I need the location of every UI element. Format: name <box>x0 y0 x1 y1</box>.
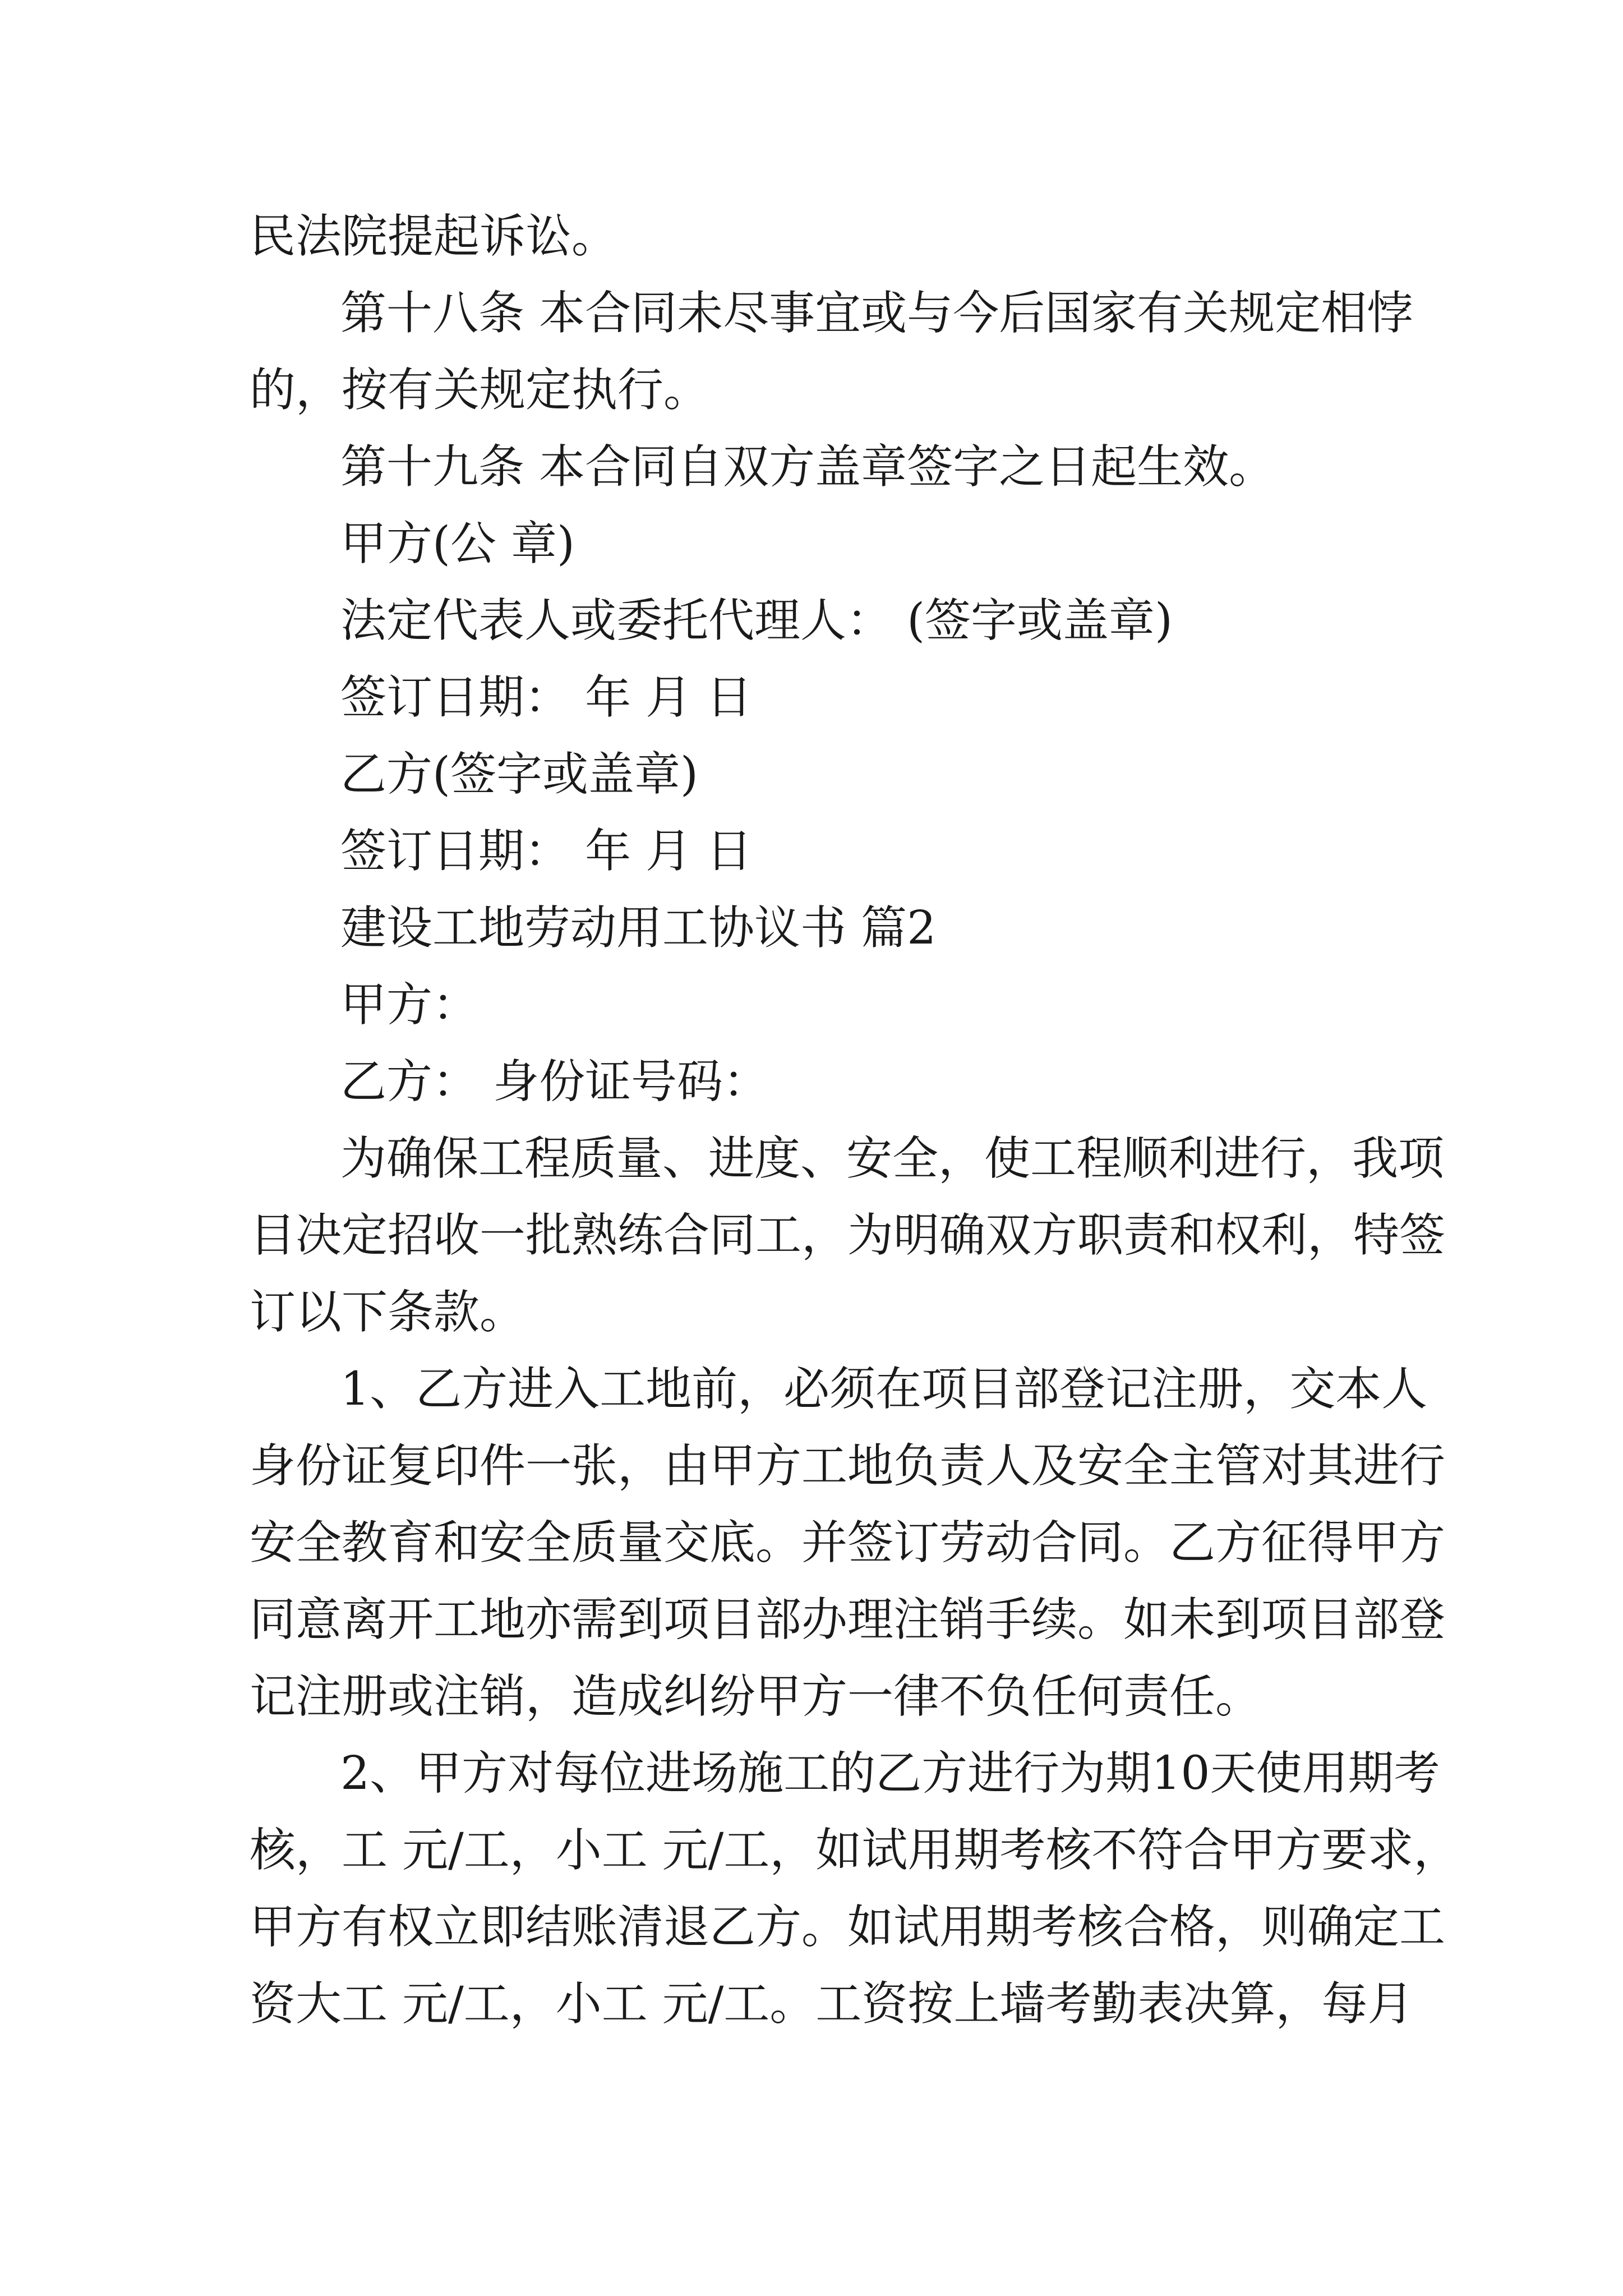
paragraph-line: 2、甲方对每位进场施工的乙方进行为期10天使用期考 <box>340 1747 1440 1800</box>
paragraph-line: 签订日期： 年 月 日 <box>340 671 753 724</box>
paragraph-line: 签订日期： 年 月 日 <box>340 825 753 878</box>
section-heading: 建设工地劳动用工协议书 篇2 <box>340 901 937 955</box>
paragraph-line: 甲方有权立即结账清退乙方。如试用期考核合格，则确定工 <box>250 1901 1446 1954</box>
paragraph-line: 的，按有关规定执行。 <box>250 364 710 417</box>
paragraph-line: 订以下条款。 <box>250 1286 526 1339</box>
paragraph-line: 资大工 元/工，小工 元/工。工资按上墙考勤表决算，每月 <box>250 1977 1414 2031</box>
paragraph-line: 甲方： <box>340 978 479 1032</box>
paragraph-line: 第十九条 本合同自双方盖章签字之日起生效。 <box>340 440 1275 494</box>
paragraph-line: 乙方： 身份证号码： <box>340 1055 769 1108</box>
paragraph-line: 目决定招收一批熟练合同工，为明确双方职责和权利，特签 <box>250 1209 1446 1262</box>
paragraph-line: 民法院提起诉讼。 <box>250 210 618 263</box>
paragraph-line: 第十八条 本合同未尽事宜或与今后国家有关规定相悖 <box>340 287 1413 340</box>
paragraph-line: 身份证复印件一张，由甲方工地负责人及安全主管对其进行 <box>250 1439 1446 1493</box>
paragraph-line: 乙方(签字或盖章) <box>340 748 698 801</box>
paragraph-line: 法定代表人或委托代理人： (签字或盖章) <box>340 594 1173 647</box>
paragraph-line: 记注册或注销，造成纠纷甲方一律不负任何责任。 <box>250 1670 1262 1723</box>
paragraph-line: 同意离开工地亦需到项目部办理注销手续。如未到项目部登 <box>250 1593 1446 1646</box>
paragraph-line: 核，工 元/工，小工 元/工，如试用期考核不符合甲方要求， <box>250 1824 1460 1877</box>
paragraph-line: 安全教育和安全质量交底。并签订劳动合同。乙方征得甲方 <box>250 1516 1446 1570</box>
paragraph-line: 为确保工程质量、进度、安全，使工程顺利进行，我项 <box>340 1132 1445 1185</box>
paragraph-line: 1、乙方进入工地前，必须在项目部登记注册，交本人 <box>340 1363 1428 1416</box>
paragraph-line: 甲方(公 章) <box>340 517 575 570</box>
